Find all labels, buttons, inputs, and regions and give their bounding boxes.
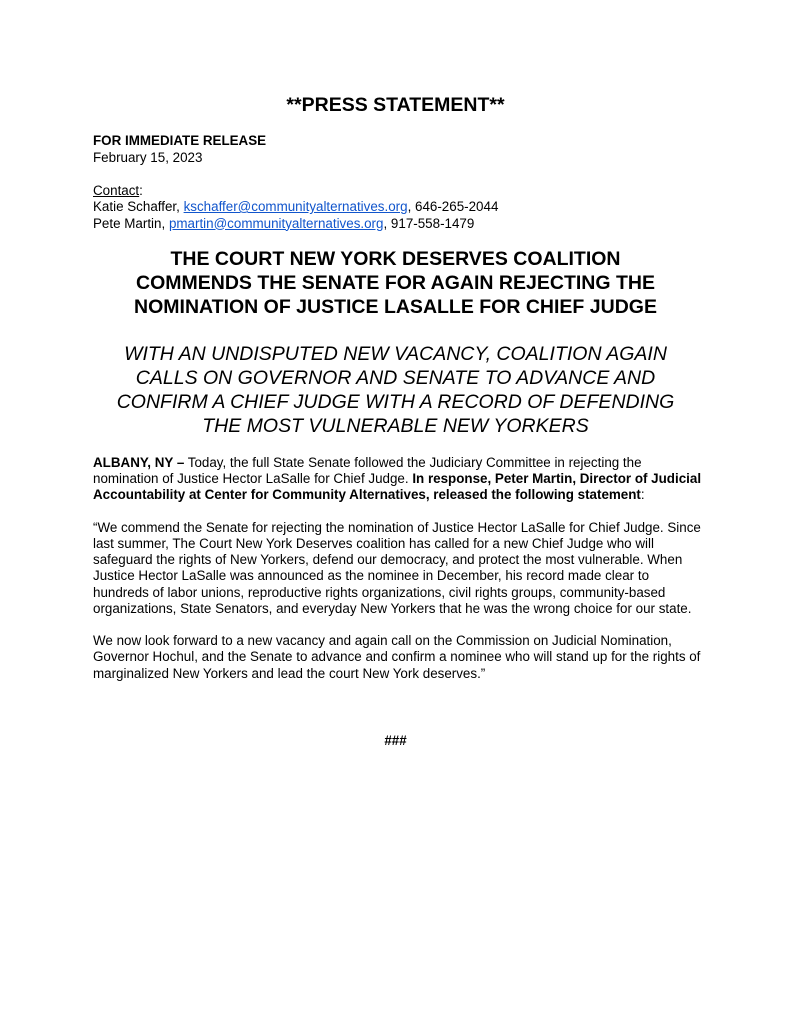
subheadline-line: CALLS ON GOVERNOR AND SENATE TO ADVANCE AND [135,367,656,389]
intro-paragraph [93,455,705,504]
subheadline-line: CONFIRM A CHIEF JUDGE WITH A RECORD OF DEFENDING [116,391,675,413]
headline [0,247,791,319]
release-date: February 15, 2023 [93,149,203,165]
contact-phone: , 917-558-1479 [383,215,475,231]
press-statement-title: **PRESS STATEMENT** [286,94,505,116]
contact-colon: : [139,182,143,198]
subheadline [0,342,791,438]
contact-heading [93,183,713,200]
release-label: FOR IMMEDIATE RELEASE [93,133,267,148]
spacer [93,166,713,183]
end-mark: ### [384,733,407,748]
subheadline-line: THE MOST VULNERABLE NEW YORKERS [202,415,589,437]
dateline: ALBANY, NY – [93,455,185,470]
headline-line: NOMINATION OF JUSTICE LASALLE FOR CHIEF JUDGE [134,296,657,318]
release-info [93,133,713,232]
quote-paragraph-1: “We commend the Senate for rejecting the nomination of Justice Hector LaSalle for Chief Judge. Since last summer, The Court New York Deserves coalition has called for a new Chief Judge who will safeguard the rights of New Yorkers, defend our democracy, and protect the most vulnerable. When Justice Hector LaSalle was announced as the nominee in December, his record made clear to hundreds of labor unions, reproductive rights organizations, civil rights groups, community-based organizations, State Senators, and everyday New Yorkers that he was the wrong choice for our state. [93,519,701,616]
statement-body [93,455,705,698]
contact-email-link[interactable]: pmartin@communityalternatives.org [168,215,384,231]
quote-paragraph-2: We now look forward to a new vacancy and again call on the Commission on Judicial Nomination, Governor Hochul, and the Senate to advance and confirm a nominee who will stand up for the rights of marginalized New Yorkers and lead the court New York deserves.” [93,633,701,681]
intro-text: Today, the full State Senate followed the Judiciary Committee in rejecting the nomination of Justice Hector LaSalle for Chief Judge. [93,455,642,487]
headline-line: THE COURT NEW YORK DESERVES COALITION [170,248,621,270]
contact-label: Contact [93,182,140,198]
contact-phone: , 646-265-2044 [407,199,499,214]
subheadline-line: WITH AN UNDISPUTED NEW VACANCY, COALITION AGAIN [124,343,667,365]
headline-line: COMMENDS THE SENATE FOR AGAIN REJECTING THE [136,272,655,294]
contact-name: Pete Martin, [93,215,166,231]
intro-attribution: In response, Peter Martin, Director of Judicial Accountability at Center for Community Alternatives, released the following statement [93,471,702,503]
contact-email-link[interactable]: kschaffer@communityalternatives.org [183,199,408,214]
contact-line-martin [93,216,713,233]
intro-colon: : [640,487,645,503]
contact-line-schaffer [93,199,713,216]
contact-name: Katie Schaffer, [93,199,180,214]
